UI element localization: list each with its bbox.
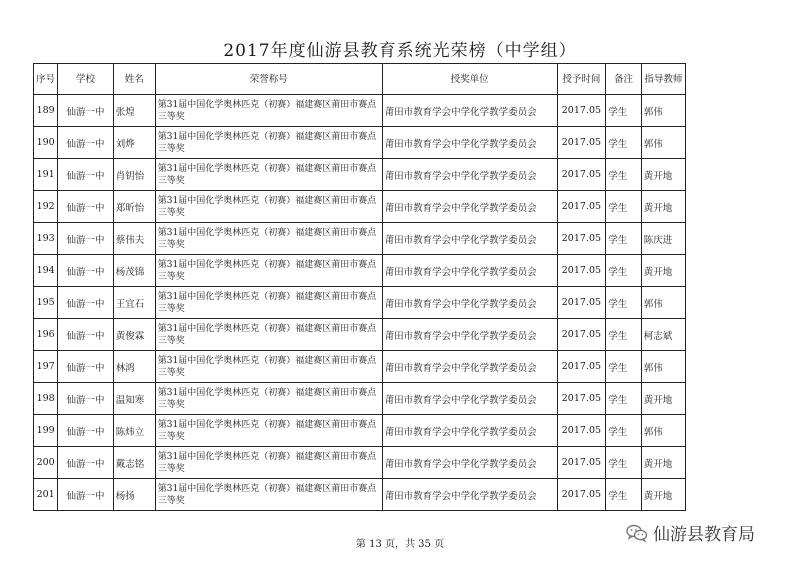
cell-date: 2017.05 — [557, 447, 606, 479]
cell-date: 2017.05 — [557, 415, 606, 447]
cell-unit: 莆田市教育学会中学化学教学委员会 — [382, 351, 557, 383]
cell-date: 2017.05 — [557, 255, 606, 287]
header-teacher: 指导教师 — [641, 64, 685, 95]
cell-note: 学生 — [606, 159, 641, 191]
cell-name: 刘烨 — [113, 127, 155, 159]
cell-no: 198 — [34, 383, 58, 415]
cell-note: 学生 — [606, 255, 641, 287]
cell-school: 仙游一中 — [58, 447, 113, 479]
cell-name: 温知寒 — [113, 383, 155, 415]
cell-award: 第31届中国化学奥林匹克（初赛）福建赛区莆田市赛点三等奖 — [155, 255, 382, 287]
cell-award: 第31届中国化学奥林匹克（初赛）福建赛区莆田市赛点三等奖 — [155, 383, 382, 415]
cell-teacher: 黄开地 — [641, 383, 685, 415]
cell-name: 张煌 — [113, 95, 155, 127]
cell-no: 195 — [34, 287, 58, 319]
cell-school: 仙游一中 — [58, 319, 113, 351]
table-row — [34, 447, 686, 479]
cell-date: 2017.05 — [557, 159, 606, 191]
cell-note: 学生 — [606, 127, 641, 159]
cell-name: 杨扬 — [113, 479, 155, 511]
cell-teacher: 郭伟 — [641, 351, 685, 383]
cell-name: 戴志铭 — [113, 447, 155, 479]
brand-watermark — [626, 520, 755, 545]
cell-note: 学生 — [606, 191, 641, 223]
cell-name: 肖钥怡 — [113, 159, 155, 191]
cell-school: 仙游一中 — [58, 351, 113, 383]
cell-teacher: 郭伟 — [641, 287, 685, 319]
cell-school: 仙游一中 — [58, 479, 113, 511]
cell-name: 陈炜立 — [113, 415, 155, 447]
header-no: 序号 — [34, 64, 58, 95]
cell-teacher: 黄开地 — [641, 255, 685, 287]
table-header-row — [34, 64, 686, 95]
table-row — [34, 255, 686, 287]
cell-award: 第31届中国化学奥林匹克（初赛）福建赛区莆田市赛点三等奖 — [155, 287, 382, 319]
cell-school: 仙游一中 — [58, 287, 113, 319]
page-title: 2017年度仙游县教育系统光荣榜（中学组） — [223, 41, 577, 61]
cell-no: 196 — [34, 319, 58, 351]
cell-unit: 莆田市教育学会中学化学教学委员会 — [382, 223, 557, 255]
cell-award: 第31届中国化学奥林匹克（初赛）福建赛区莆田市赛点三等奖 — [155, 223, 382, 255]
cell-no: 199 — [34, 415, 58, 447]
cell-note: 学生 — [606, 415, 641, 447]
cell-teacher: 郭伟 — [641, 95, 685, 127]
cell-note: 学生 — [606, 223, 641, 255]
header-unit: 授奖单位 — [382, 64, 557, 95]
cell-award: 第31届中国化学奥林匹克（初赛）福建赛区莆田市赛点三等奖 — [155, 127, 382, 159]
cell-teacher: 郭伟 — [641, 415, 685, 447]
cell-teacher: 郭伟 — [641, 127, 685, 159]
cell-date: 2017.05 — [557, 127, 606, 159]
cell-note: 学生 — [606, 479, 641, 511]
page-footer: 第 13 页，共 35 页 — [355, 539, 445, 550]
cell-school: 仙游一中 — [58, 415, 113, 447]
honor-table — [33, 63, 686, 511]
cell-name: 蔡伟夫 — [113, 223, 155, 255]
cell-teacher: 柯志斌 — [641, 319, 685, 351]
cell-no: 194 — [34, 255, 58, 287]
table-row — [34, 479, 686, 511]
brand-text: 仙游县教育局 — [653, 525, 755, 545]
cell-date: 2017.05 — [557, 319, 606, 351]
cell-award: 第31届中国化学奥林匹克（初赛）福建赛区莆田市赛点三等奖 — [155, 191, 382, 223]
cell-award: 第31届中国化学奥林匹克（初赛）福建赛区莆田市赛点三等奖 — [155, 159, 382, 191]
table-row — [34, 95, 686, 127]
cell-no: 201 — [34, 479, 58, 511]
cell-no: 197 — [34, 351, 58, 383]
cell-no: 189 — [34, 95, 58, 127]
cell-unit: 莆田市教育学会中学化学教学委员会 — [382, 383, 557, 415]
cell-teacher: 陈庆进 — [641, 223, 685, 255]
cell-date: 2017.05 — [557, 191, 606, 223]
cell-unit: 莆田市教育学会中学化学教学委员会 — [382, 415, 557, 447]
cell-teacher: 黄开地 — [641, 159, 685, 191]
cell-unit: 莆田市教育学会中学化学教学委员会 — [382, 447, 557, 479]
cell-unit: 莆田市教育学会中学化学教学委员会 — [382, 127, 557, 159]
cell-no: 193 — [34, 223, 58, 255]
cell-note: 学生 — [606, 287, 641, 319]
cell-award: 第31届中国化学奥林匹克（初赛）福建赛区莆田市赛点三等奖 — [155, 447, 382, 479]
cell-name: 黄俊霖 — [113, 319, 155, 351]
cell-note: 学生 — [606, 447, 641, 479]
table-row — [34, 319, 686, 351]
cell-no: 190 — [34, 127, 58, 159]
cell-award: 第31届中国化学奥林匹克（初赛）福建赛区莆田市赛点三等奖 — [155, 351, 382, 383]
cell-award: 第31届中国化学奥林匹克（初赛）福建赛区莆田市赛点三等奖 — [155, 415, 382, 447]
table-row — [34, 223, 686, 255]
header-note: 备注 — [606, 64, 641, 95]
table-row — [34, 415, 686, 447]
cell-award: 第31届中国化学奥林匹克（初赛）福建赛区莆田市赛点三等奖 — [155, 319, 382, 351]
table-row — [34, 191, 686, 223]
cell-date: 2017.05 — [557, 95, 606, 127]
table-row — [34, 159, 686, 191]
cell-unit: 莆田市教育学会中学化学教学委员会 — [382, 479, 557, 511]
cell-note: 学生 — [606, 319, 641, 351]
cell-no: 200 — [34, 447, 58, 479]
cell-teacher: 黄开地 — [641, 191, 685, 223]
cell-unit: 莆田市教育学会中学化学教学委员会 — [382, 95, 557, 127]
table-row — [34, 351, 686, 383]
cell-date: 2017.05 — [557, 351, 606, 383]
cell-award: 第31届中国化学奥林匹克（初赛）福建赛区莆田市赛点三等奖 — [155, 479, 382, 511]
cell-date: 2017.05 — [557, 479, 606, 511]
table-row — [34, 127, 686, 159]
wechat-icon — [626, 524, 648, 542]
cell-teacher: 黄开地 — [641, 447, 685, 479]
header-date: 授予时间 — [557, 64, 606, 95]
header-name: 姓名 — [113, 64, 155, 95]
cell-school: 仙游一中 — [58, 223, 113, 255]
cell-note: 学生 — [606, 95, 641, 127]
cell-school: 仙游一中 — [58, 383, 113, 415]
cell-unit: 莆田市教育学会中学化学教学委员会 — [382, 287, 557, 319]
cell-name: 林鸿 — [113, 351, 155, 383]
cell-note: 学生 — [606, 351, 641, 383]
header-award: 荣誉称号 — [155, 64, 382, 95]
cell-no: 191 — [34, 159, 58, 191]
cell-school: 仙游一中 — [58, 127, 113, 159]
cell-teacher: 黄开地 — [641, 479, 685, 511]
cell-unit: 莆田市教育学会中学化学教学委员会 — [382, 159, 557, 191]
cell-unit: 莆田市教育学会中学化学教学委员会 — [382, 319, 557, 351]
cell-note: 学生 — [606, 383, 641, 415]
table-row — [34, 287, 686, 319]
cell-school: 仙游一中 — [58, 159, 113, 191]
cell-name: 杨茂锦 — [113, 255, 155, 287]
table-row — [34, 383, 686, 415]
cell-no: 192 — [34, 191, 58, 223]
cell-name: 郑昕怡 — [113, 191, 155, 223]
cell-school: 仙游一中 — [58, 95, 113, 127]
cell-unit: 莆田市教育学会中学化学教学委员会 — [382, 191, 557, 223]
cell-school: 仙游一中 — [58, 255, 113, 287]
cell-unit: 莆田市教育学会中学化学教学委员会 — [382, 255, 557, 287]
cell-date: 2017.05 — [557, 287, 606, 319]
cell-date: 2017.05 — [557, 223, 606, 255]
cell-school: 仙游一中 — [58, 191, 113, 223]
header-school: 学校 — [58, 64, 113, 95]
cell-date: 2017.05 — [557, 383, 606, 415]
cell-award: 第31届中国化学奥林匹克（初赛）福建赛区莆田市赛点三等奖 — [155, 95, 382, 127]
cell-name: 王宜石 — [113, 287, 155, 319]
